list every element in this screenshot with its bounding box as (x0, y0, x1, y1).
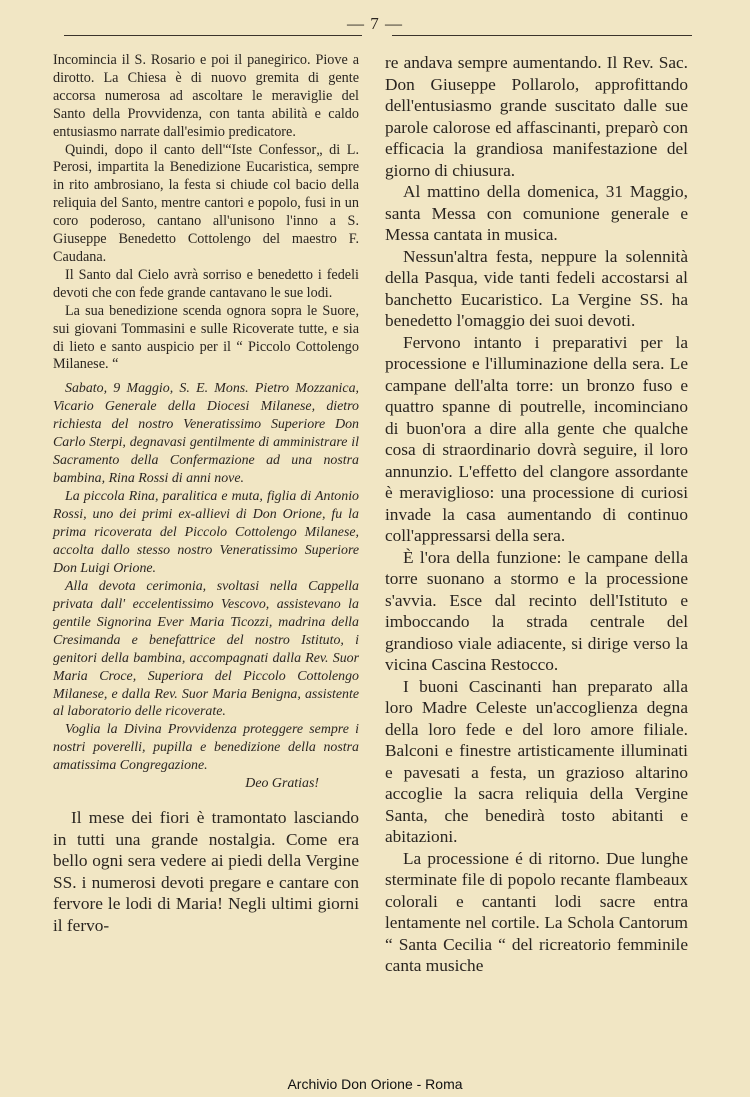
paragraph: Al mattino della domenica, 31 Maggio, santa Messa con comunione generale e Messa cantata in musica. (385, 182, 688, 244)
paragraph: Voglia la Divina Provvidenza proteggere sempre i nostri poverelli, pupilla e benedizione della nostra amatissima Congregazione. (53, 722, 359, 774)
archive-footer: Archivio Don Orione - Roma (287, 1076, 463, 1092)
paragraph: Il Santo dal Cielo avrà sorriso e benedetto i fedeli devoti che con fede grande cantavano le sue lodi. (53, 266, 359, 301)
confirmation-section (53, 380, 359, 793)
right-column (385, 52, 688, 977)
paragraph: La processione é di ritorno. Due lunghe sterminate file di popolo recante flambeaux colorali e cantanti lodi sacre entra lentamente nel cortile. La Schola Cantorum “ Santa Cecilia “ del ricreatorio femminile canta musiche (385, 848, 688, 975)
signature: Deo Gratias! (245, 776, 319, 792)
paragraph: La piccola Rina, paralitica e muta, figlia di Antonio Rossi, uno dei primi ex-allievi di Don Orione, fu la prima ricoverata del Piccolo Cottolengo Milanese, accolta dallo stesso nostro Veneratissimo Superiore Don Luigi Orione. (53, 489, 359, 576)
paragraph: Il mese dei fiori è tramontato lasciando in tutti una grande nostalgia. Come era bello ogni sera vedere ai piedi della Vergine SS. i numerosi devoti pregare e cantare con fervore le lodi di Maria! Negli ultimi giorni il fervo- (53, 808, 359, 935)
paragraph: È l'ora della funzione: le campane della torre suonano a stormo e la processione s'avvia. Esce dal recinto dell'Istituto e imboccando la strada centrale del grandioso viale adiacente, si dirige verso la vicina Cascina Restocco. (385, 547, 688, 674)
paragraph: Sabato, 9 Maggio, S. E. Mons. Pietro Mozzanica, Vicario Generale della Diocesi Milanese, dietro richiesta del nostro Veneratissimo Superiore Don Carlo Sterpi, degnavasi gentilmente di amministrare il Sacramento della Confermazione ad una nostra bambina, Rina Rossi di anni nove. (53, 381, 359, 487)
paragraph: I buoni Cascinanti han preparato alla loro Madre Celeste un'accoglienza degna della loro fede e del loro amore filiale. Balconi e finestre artisticamente illuminati e pavesati a festa, un grazioso altarino accoglie la sacra reliquia della Vergine Santa, che benedirà tosto abitanti e abitazioni. (385, 676, 688, 846)
page-number: — 7 — (347, 14, 403, 33)
header-rule-right (392, 35, 692, 36)
paragraph: Nessun'altra festa, neppure la solennità della Pasqua, vide tanti fedeli accostarsi al banchetto Eucaristico. La Vergine SS. ha benedetto l'omaggio dei suoi devoti. (385, 246, 688, 330)
left-column (53, 52, 359, 936)
paragraph: Quindi, dopo il canto dell'“Iste Confessor„ di L. Perosi, impartita la Benedizione Eucaristica, sempre in rito ambrosiano, la festa si chiude col bacio della reliquia del Santo, mentre cantori e popolo, fusi in un coro poderoso, cantano all'unisono l'inno a S. Giuseppe Benedetto Cottolengo del maestro F. Caudana. (53, 141, 359, 265)
intro-section (53, 52, 359, 374)
paragraph: Alla devota cerimonia, svoltasi nella Cappella privata dall' eccelentissimo Vescovo, assistevano la gentile Signorina Ever Maria Ticozzi, madrina della Cresimanda e benefattrice del nostro Istituto, i genitori della bambina, accompagnati dalla Rev. Suor Maria Croce, Superiora del Piccolo Cottolengo Milanese, e dalla Rev. Suor Maria Benigna, assistente al laboratorio delle ricoverate. (53, 578, 359, 720)
paragraph: La sua benedizione scenda ognora sopra le Suore, sui giovani Tommasini e sulle Ricoverate tutte, e sia di lieto e santo auspicio per il “ Piccolo Cottolengo Milanese. “ (53, 302, 359, 373)
paragraph: Incomincia il S. Rosario e poi il panegirico. Piove a dirotto. La Chiesa è di nuovo gremita di gente accorsa numerosa ad ascoltare le meraviglie del Santo della Provvidenza, con tanta abilità e caldo entusiasmo narrate dall'esimio predicatore. (53, 52, 359, 140)
header-rule-left (64, 35, 362, 36)
may-section (53, 807, 359, 936)
paragraph: re andava sempre aumentando. Il Rev. Sac. Don Giuseppe Pollarolo, approfittando dell'entusiasmo grande suscitato dalle sue parole calorose ed affascinanti, preparò con efficacia la grandiosa manifestazione del giorno di chiusura. (385, 53, 688, 180)
paragraph: Fervono intanto i preparativi per la processione e l'illuminazione della sera. Le campane dell'alta torre: un bronzo fuso e quattro spanne di poutrelle, incominciano di buon'ora a dire alla gente che qualche cosa di straordinario dovrà seguire, il loro annunzio. L'effetto del clangore assordante è meraviglioso: una processione di curiosi invade la casa aumentando di continuo coll'appressarsi della sera. (385, 332, 688, 545)
